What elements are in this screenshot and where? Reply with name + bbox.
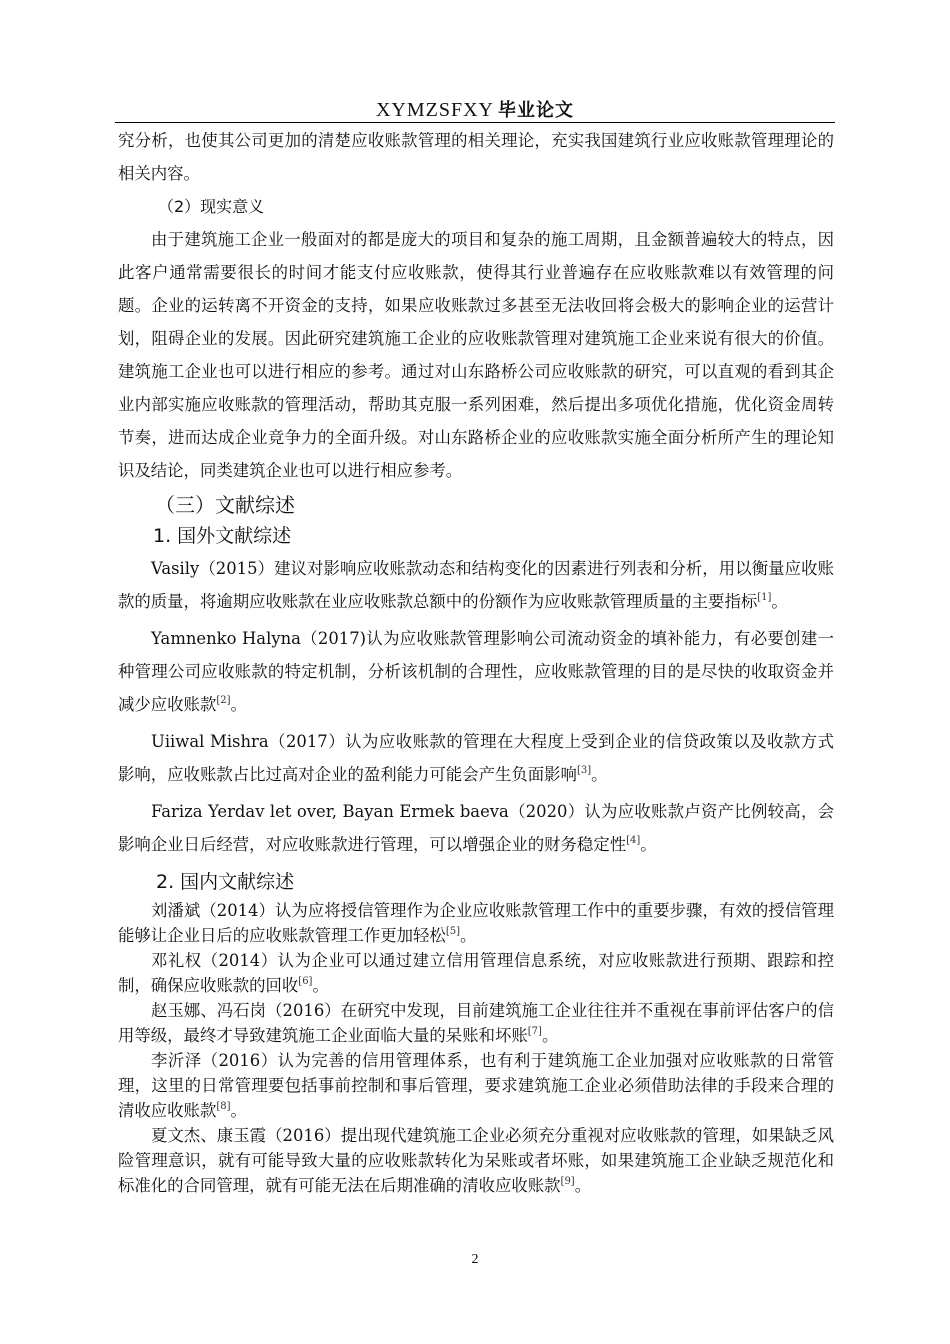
foreign-item [118, 552, 834, 618]
sentence-end: 。 [230, 1101, 247, 1120]
foreign-item [118, 725, 834, 791]
foreign-item [118, 622, 834, 721]
citation-ref: [2] [216, 695, 231, 706]
practical-significance-heading: （2）现实意义 [158, 197, 265, 216]
citation-ref: [5] [445, 926, 460, 937]
sentence-end: 。 [574, 1176, 592, 1195]
sentence-end: 。 [541, 1026, 559, 1045]
citation-ref: [4] [626, 835, 641, 846]
header-title-cn: 毕业论文 [498, 100, 575, 121]
domestic-item [118, 1048, 834, 1123]
foreign-review-title: 1. 国外文献综述 [153, 525, 292, 547]
page-number: 2 [471, 1252, 479, 1267]
domestic-item-text: 李沂泽（2016）认为完善的信用管理体系，也有利于建筑施工企业加强对应收账款的日常管理，这里的日常管理要包括事前控制和事后管理，要求建筑施工企业必须借助法律的手段来合理的清收应收账款 [118, 1051, 834, 1120]
domestic-item-text: 赵玉娜、冯石岗（2016）在研究中发现，目前建筑施工企业往往并不重视在事前评估客户的信用等级，最终才导致建筑施工企业面临大量的呆账和坏账 [118, 1001, 834, 1045]
domestic-item-text: 邓礼权（2014）认为企业可以通过建立信用管理信息系统，对应收账款进行预期、跟踪和控制，确保应收账款的回收 [118, 951, 834, 995]
domestic-item-text: 刘潘斌（2014）认为应将授信管理作为企业应收账款管理工作中的重要步骤，有效的授信管理能够让企业日后的应收账款管理工作更加轻松 [118, 901, 834, 945]
citation-ref: [9] [560, 1176, 575, 1187]
sentence-end: 。 [312, 976, 329, 995]
sentence-end: 。 [771, 592, 788, 611]
foreign-item-text: Fariza Yerdav let over, Bayan Ermek baeva（2020）认为应收账款卢资产比例较高，会影响企业日后经营，对应收账款进行管理，可以增强企业的财务稳定性 [118, 802, 834, 854]
sentence-end: 。 [640, 835, 657, 854]
foreign-item [118, 795, 834, 861]
domestic-review-title: 2. 国内文献综述 [156, 871, 295, 893]
header-title-latin: XYMZSFXY [375, 99, 495, 121]
sentence-end: 。 [591, 765, 608, 784]
domestic-item [118, 948, 834, 998]
domestic-item [118, 898, 834, 948]
foreign-item-text: Yamnenko Halyna（2017)认为应收账款管理影响公司流动资金的填补能力，有必要创建一种管理公司应收账款的特定机制，分析该机制的合理性，应收账款管理的目的是尽快的收取资金并减少应收账款 [118, 629, 834, 714]
sentence-end: 。 [230, 695, 247, 714]
foreign-item-text: Uiiwal Mishra（2017）认为应收账款的管理在大程度上受到企业的信贷政策以及收款方式影响，应收账款占比过高对企业的盈利能力可能会产生负面影响 [118, 732, 834, 784]
citation-ref: [8] [216, 1101, 231, 1112]
citation-ref: [7] [527, 1026, 542, 1037]
practical-significance-paragraph: 由于建筑施工企业一般面对的都是庞大的项目和复杂的施工周期，且金额普遍较大的特点，因此客户通常需要很长的时间才能支付应收账款，使得其行业普遍存在应收账款难以有效管理的问题。企业的运转离不开资金的支持，如果应收账款过多甚至无法收回将会极大的影响企业的运营计划，阻碍企业的发展。因此研究建筑施工企业的应收账款管理对建筑施工企业来说有很大的价值。建筑施工企业也可以进行相应的参考。通过对山东路桥公司应收账款的研究，可以直观的看到其企业内部实施应收账款的管理活动，帮助其克服一系列困难，然后提出多项优化措施，优化资金周转节奏，进而达成企业竞争力的全面升级。对山东路桥企业的应收账款实施全面分析所产生的理论知识及结论，同类建筑企业也可以进行相应参考。 [118, 230, 834, 480]
section-title: （三）文献综述 [155, 493, 295, 517]
citation-ref: [3] [576, 765, 592, 776]
domestic-item [118, 1123, 834, 1198]
citation-ref: [1] [757, 592, 772, 603]
foreign-item-text: Vasily（2015）建议对影响应收账款动态和结构变化的因素进行列表和分析，用以衡量应收账款的质量，将逾期应收账款在业应收账款总额中的份额作为应收账款管理质量的主要指标 [118, 559, 834, 611]
sentence-end: 。 [459, 926, 477, 945]
document-body [118, 124, 834, 1198]
continued-paragraph: 究分析，也使其公司更加的清楚应收账款管理的相关理论，充实我国建筑行业应收账款管理理论的相关内容。 [118, 131, 834, 183]
page-header [115, 96, 835, 123]
citation-ref: [6] [298, 976, 313, 987]
domestic-item [118, 998, 834, 1048]
domestic-item-text: 夏文杰、康玉霞（2016）提出现代建筑施工企业必须充分重视对应收账款的管理，如果缺乏风险管理意识，就有可能导致大量的应收账款转化为呆账或者坏账，如果建筑施工企业缺乏规范化和标准化的合同管理，就有可能无法在后期准确的清收应收账款 [118, 1126, 834, 1195]
